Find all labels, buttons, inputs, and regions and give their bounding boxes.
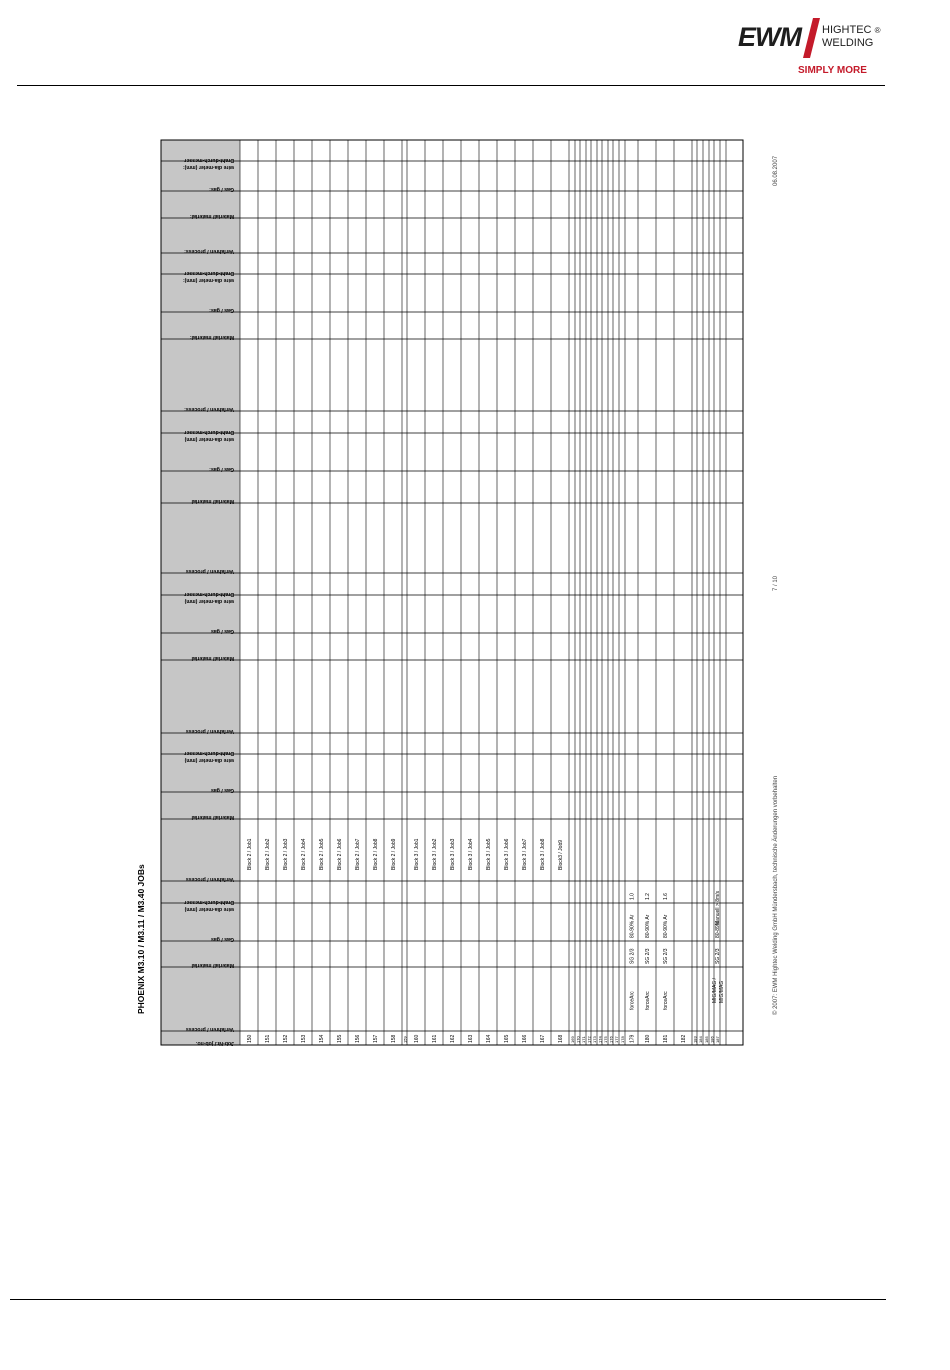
- cell-p2: Block3 / Job9: [557, 839, 564, 870]
- header-g4: Gas / gas:: [209, 466, 234, 472]
- job-number: 186: [709, 1036, 715, 1043]
- cell-p1: forceArc: [662, 991, 669, 1010]
- cell-w1: 1.2: [644, 893, 651, 900]
- job-number: 170: [575, 1036, 581, 1043]
- job-number: 152: [282, 1034, 289, 1043]
- job-number: 184: [697, 1036, 703, 1043]
- header-m3: Material/ material: [191, 655, 234, 661]
- header-wire-diameter: Draht-durch-messer wire dia-meter (mm): [184, 429, 234, 442]
- cell-p2: Block 3 / Job3: [449, 838, 456, 870]
- header-m2: Material/ material: [191, 814, 234, 820]
- logo-tagline: HIGHTEC ® WELDING: [822, 24, 881, 49]
- header-m6: Material/ material:: [189, 213, 234, 219]
- header-wire-diameter: Draht-durch-messer wire dia-meter (mm): [184, 591, 234, 604]
- document-title: PHOENIX M3.10 / M3.11 / M3.40 JOBs: [136, 864, 146, 1014]
- job-number: 172: [586, 1036, 592, 1043]
- cell-m1: SG 2/3: [644, 948, 651, 964]
- job-number: 175: [602, 1036, 608, 1043]
- cell-p2: Block 2 / Job7: [354, 838, 361, 870]
- job-number: 158: [390, 1034, 397, 1043]
- header-wire-diameter: Draht-durch-messer wire dia-meter (mm):: [182, 270, 234, 283]
- document-date: 06.08.2007: [773, 155, 779, 186]
- job-number: 177: [613, 1036, 619, 1043]
- cell-w1: 1.0: [629, 893, 636, 900]
- cell-p2: Block 3 / Job6: [503, 838, 510, 870]
- cell-p2: Block 3 / Job1: [413, 838, 420, 870]
- cell-p2: Block 3 / Job2: [431, 838, 438, 870]
- header-g6: Gas / gas:: [209, 186, 234, 192]
- job-number: 164: [485, 1034, 492, 1043]
- cell-p2: Block 2 / Job8: [372, 838, 379, 870]
- job-number: 178: [619, 1036, 625, 1043]
- header-g2: Gas / gas: [210, 787, 234, 793]
- cell-p2: Block 2 / Job3: [282, 838, 289, 870]
- job-number: 159: [402, 1036, 408, 1043]
- job-number: 179: [629, 1034, 636, 1043]
- job-number: 165: [503, 1034, 510, 1043]
- header-g5: Gas / gas:: [209, 307, 234, 313]
- job-number: 161: [431, 1034, 438, 1043]
- job-number: 151: [264, 1034, 271, 1043]
- cell-m1: SG 2/3: [629, 948, 636, 964]
- cell-p1: forceArc: [629, 991, 636, 1010]
- job-number: 166: [521, 1034, 528, 1043]
- job-number: 160: [413, 1034, 420, 1043]
- header-g1: Gas / gas: [210, 936, 234, 942]
- job-number: 185: [703, 1036, 709, 1043]
- logo-brand: EWM: [738, 22, 801, 52]
- cell-g1: 80-89%: [714, 920, 721, 938]
- job-number: 156: [354, 1034, 361, 1043]
- copyright-notice: © 2007: EWM Hightec Welding GmbH Mündersbach, technische Änderungen vorbehalten: [773, 775, 779, 1015]
- job-number: 169: [569, 1036, 575, 1043]
- header-m5: Material/ material:: [189, 334, 234, 340]
- job-number: 167: [539, 1034, 546, 1043]
- cell-p2: Block 2 / Job6: [336, 838, 343, 870]
- cell-p2: Block 3 / Job7: [521, 838, 528, 870]
- header-wire-diameter: Draht-durch-messer wire dia-meter (mm): [184, 750, 234, 763]
- cell-w1: 1.6: [662, 893, 669, 900]
- job-number: 171: [580, 1036, 586, 1043]
- cell-p2: Block 2 / Job9: [390, 838, 397, 870]
- job-number: 176: [608, 1036, 614, 1043]
- cell-m1: SG 2/3: [662, 948, 669, 964]
- cell-m1: SG 2/3: [714, 948, 721, 964]
- logo-slogan: SIMPLY MORE: [798, 65, 867, 76]
- job-number: 187: [714, 1036, 720, 1043]
- cell-p2: Block 2 / Job4: [300, 838, 307, 870]
- header-m1: Material/ material: [191, 962, 234, 968]
- header-p4: Verfahren / process: [185, 568, 234, 574]
- job-number: 162: [449, 1034, 456, 1043]
- job-number: 180: [644, 1034, 651, 1043]
- cell-p1: forceArc: [644, 991, 651, 1010]
- job-number: 163: [467, 1034, 474, 1043]
- header-wire-diameter: Draht-durch-messer wire dia-meter (mm):: [182, 157, 234, 170]
- header-m4: Material/ material: [191, 498, 234, 504]
- header-g3: Gas / gas: [210, 628, 234, 634]
- header-wire-diameter: Draht-durch-messer wire dia-meter (mm): [184, 899, 234, 912]
- cell-g1: 80-90% Ar: [644, 914, 651, 938]
- header-p1: Verfahren / process: [185, 1026, 234, 1032]
- cell-g1: 80-90% Ar: [629, 914, 636, 938]
- job-number: 174: [597, 1036, 603, 1043]
- cell-p2: Block 2 / Job5: [318, 838, 325, 870]
- page-number: 7 / 10: [773, 575, 779, 591]
- job-number: 153: [300, 1034, 307, 1043]
- job-number: 181: [662, 1034, 669, 1043]
- cell-p2: Block 3 / Job8: [539, 838, 546, 870]
- cell-process: MIG/MAG: [718, 980, 725, 1003]
- job-number: 150: [246, 1034, 253, 1043]
- cell-p2: Block 2 / Job1: [246, 838, 253, 870]
- job-number: 182: [680, 1034, 687, 1043]
- header-p6: Verfahren / process:: [184, 248, 234, 254]
- header-p5: Verfahren / process:: [184, 406, 234, 412]
- job-number: 173: [591, 1036, 597, 1043]
- header-job: Job-Nr./ job-no.: [195, 1040, 234, 1046]
- cell-process: MIG/MAG /: [711, 978, 718, 1003]
- job-number: 157: [372, 1034, 379, 1043]
- job-number: 168: [557, 1034, 564, 1043]
- job-number: 155: [336, 1034, 343, 1043]
- job-number: 154: [318, 1034, 325, 1043]
- cell-w1: Manuell > 8m/s: [714, 890, 721, 925]
- cell-p2: Block 2 / Job2: [264, 838, 271, 870]
- cell-p2: Block 3 / Job4: [467, 838, 474, 870]
- header-p2: Verfahren / process: [185, 876, 234, 882]
- cell-g1: 80-90% Ar: [662, 914, 669, 938]
- cell-p2: Block 3 / Job5: [485, 838, 492, 870]
- job-number: 183: [692, 1036, 698, 1043]
- header-p3: Verfahren / process: [185, 728, 234, 734]
